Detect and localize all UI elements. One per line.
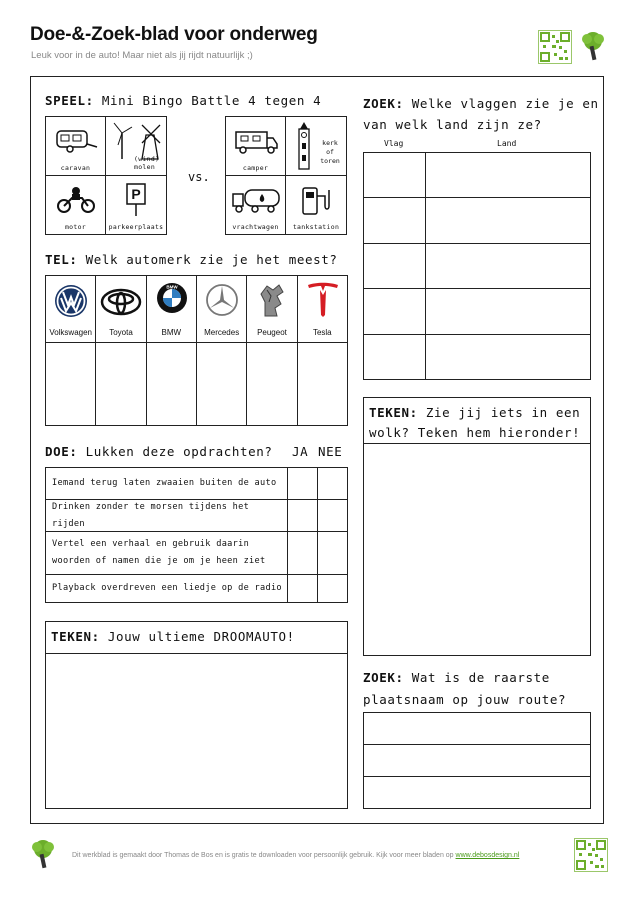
brand-cell-bmw xyxy=(147,276,197,342)
task-yes-checkbox[interactable] xyxy=(287,500,317,531)
do-heading xyxy=(45,444,273,459)
task-text: Drinken zonder te morsen tijdens het rijden xyxy=(52,501,250,529)
bingo-label: SPEEL: xyxy=(45,93,94,108)
task-row xyxy=(46,468,347,500)
count-label: TEL: xyxy=(45,252,78,267)
country-cell[interactable] xyxy=(426,335,590,379)
dream-car-title: Jouw ultieme DROOMAUTO! xyxy=(107,629,295,644)
brand-name: Tesla xyxy=(312,328,332,337)
brand-name: Peugeot xyxy=(257,328,287,337)
do-label: DOE: xyxy=(45,444,78,459)
place-title: Wat is de raarste plaatsnaam op jouw route? xyxy=(363,670,567,707)
flags-row xyxy=(364,198,590,243)
tree-logo-icon xyxy=(30,838,56,875)
bingo-cell-parking[interactable] xyxy=(106,176,166,235)
tanker-truck-icon xyxy=(231,186,281,214)
bmw-logo-text: BMW xyxy=(166,284,178,290)
bingo-caption: (wind) molen xyxy=(134,154,160,171)
bingo-title: Mini Bingo Battle 4 tegen 4 xyxy=(101,93,322,108)
bingo-caption: camper xyxy=(242,163,269,172)
bingo-cell-caravan[interactable] xyxy=(46,117,106,176)
cloud-label: TEKEN: xyxy=(369,405,418,420)
bmw-logo-icon xyxy=(156,282,188,314)
place-answer-line[interactable] xyxy=(364,713,590,745)
cloud-title: Zie jij iets in een wolk? Teken hem hieronder! xyxy=(369,405,581,440)
task-text: Vertel een verhaal en gebruik daarin woorden of namen die je om je heen ziet xyxy=(52,539,266,566)
task-text: Iemand terug laten zwaaien buiten de auto xyxy=(52,478,277,488)
task-no-checkbox[interactable] xyxy=(317,575,347,602)
count-title: Welk automerk zie je het meest? xyxy=(85,252,338,267)
flags-label: ZOEK: xyxy=(363,96,404,111)
bingo-heading xyxy=(45,93,321,108)
place-answer-line[interactable] xyxy=(364,745,590,777)
brand-cell-tesla xyxy=(298,276,347,342)
tree-logo-icon xyxy=(580,30,606,67)
peugeot-logo-icon xyxy=(257,282,287,318)
qr-code-icon[interactable] xyxy=(574,838,608,872)
place-label: ZOEK: xyxy=(363,670,404,685)
country-cell[interactable] xyxy=(426,198,590,242)
task-row xyxy=(46,575,347,602)
flags-heading xyxy=(363,93,603,135)
brand-name: BMW xyxy=(161,328,182,337)
task-no-checkbox[interactable] xyxy=(317,500,347,531)
brand-logo-row xyxy=(46,276,347,343)
count-heading xyxy=(45,252,338,267)
page-subtitle: Leuk voor in de auto! Maar niet als jij rijdt natuurlijk ;) xyxy=(31,50,253,61)
fuel-pump-icon xyxy=(299,184,333,216)
footer-note: Dit werkblad is gemaakt door Thomas de Bos en is gratis te downloaden voor persoonlijk gebruik. Kijk voor meer bladen op xyxy=(72,852,454,859)
mercedes-logo-icon xyxy=(205,283,239,317)
parking-sign-icon xyxy=(121,182,151,218)
place-answer-line[interactable] xyxy=(364,777,590,808)
flags-table xyxy=(363,152,591,380)
do-yes-header: JA xyxy=(292,444,309,459)
bingo-card-right xyxy=(225,116,347,235)
tally-cell[interactable] xyxy=(197,343,247,426)
brand-cell-mercedes xyxy=(197,276,247,342)
brand-name: Volkswagen xyxy=(49,328,93,337)
bingo-cell-church[interactable] xyxy=(286,117,346,176)
caravan-icon xyxy=(53,127,99,155)
cloud-box xyxy=(363,397,591,656)
footer-text xyxy=(72,852,519,859)
country-cell[interactable] xyxy=(426,289,590,333)
tally-cell[interactable] xyxy=(247,343,297,426)
flags-row xyxy=(364,335,590,379)
brand-tally-table xyxy=(45,275,348,426)
dream-car-drawing-area[interactable] xyxy=(46,653,347,808)
cloud-heading xyxy=(369,403,587,443)
flags-row xyxy=(364,153,590,198)
svg-text:P: P xyxy=(131,186,141,203)
bingo-cell-motor[interactable] xyxy=(46,176,106,235)
brand-name: Toyota xyxy=(109,328,133,337)
brand-name: Mercedes xyxy=(204,328,240,337)
bingo-card-left xyxy=(45,116,167,235)
country-cell[interactable] xyxy=(426,153,590,197)
cloud-drawing-area[interactable] xyxy=(364,443,590,655)
dream-car-box xyxy=(45,621,348,809)
bingo-cell-fuel[interactable] xyxy=(286,176,346,235)
bingo-cell-truck[interactable] xyxy=(226,176,286,235)
place-heading xyxy=(363,667,603,711)
tally-cell[interactable] xyxy=(298,343,347,426)
flag-cell[interactable] xyxy=(364,198,426,242)
dream-car-heading xyxy=(51,629,295,644)
camper-icon xyxy=(233,126,279,156)
bingo-caption: caravan xyxy=(60,163,91,172)
tally-cell[interactable] xyxy=(46,343,96,426)
task-row xyxy=(46,500,347,532)
brand-tally-row xyxy=(46,343,347,426)
toyota-logo-icon xyxy=(100,288,142,316)
task-yes-checkbox[interactable] xyxy=(287,575,317,602)
tally-cell[interactable] xyxy=(147,343,197,426)
task-yes-checkbox[interactable] xyxy=(287,468,317,499)
bingo-caption: kerk of toren xyxy=(320,139,340,165)
flag-cell[interactable] xyxy=(364,335,426,379)
footer-link[interactable]: www.debosdesign.nl xyxy=(455,852,520,859)
bingo-caption: vrachtwagen xyxy=(232,223,279,231)
flag-cell[interactable] xyxy=(364,153,426,197)
task-row xyxy=(46,532,347,575)
bingo-cell-windmill[interactable] xyxy=(106,117,166,176)
dream-car-label: TEKEN: xyxy=(51,629,100,644)
tesla-logo-icon xyxy=(306,281,340,319)
flags-title: Welke vlaggen zie je en van welk land zijn ze? xyxy=(363,96,599,132)
tally-cell[interactable] xyxy=(96,343,146,426)
do-title: Lukken deze opdrachten? xyxy=(85,444,273,459)
page-title: Doe-&-Zoek-blad voor onderweg xyxy=(30,24,318,45)
bingo-caption: parkeerplaats xyxy=(108,223,164,231)
church-tower-icon xyxy=(294,121,314,171)
brand-cell-peugeot xyxy=(247,276,297,342)
bingo-caption: tankstation xyxy=(292,223,340,231)
brand-cell-toyota xyxy=(96,276,146,342)
flag-cell[interactable] xyxy=(364,289,426,333)
flag-cell[interactable] xyxy=(364,244,426,288)
task-text: Playback overdreven een liedje op de radio xyxy=(52,583,282,593)
flags-row xyxy=(364,244,590,289)
flags-row xyxy=(364,289,590,334)
task-yes-checkbox[interactable] xyxy=(287,532,317,574)
motorcycle-icon xyxy=(56,186,96,214)
volkswagen-logo-icon xyxy=(53,283,89,319)
bingo-versus: vs. xyxy=(188,170,210,184)
bingo-caption: motor xyxy=(64,223,87,231)
qr-code-icon[interactable] xyxy=(538,30,572,64)
task-no-checkbox[interactable] xyxy=(317,532,347,574)
country-cell[interactable] xyxy=(426,244,590,288)
do-no-header: NEE xyxy=(318,444,343,459)
task-table xyxy=(45,467,348,603)
brand-cell-volkswagen xyxy=(46,276,96,342)
flags-col-flag: Vlag xyxy=(384,139,404,148)
task-no-checkbox[interactable] xyxy=(317,468,347,499)
flags-col-country: Land xyxy=(497,139,517,148)
bingo-cell-camper[interactable] xyxy=(226,117,286,176)
place-table xyxy=(363,712,591,809)
